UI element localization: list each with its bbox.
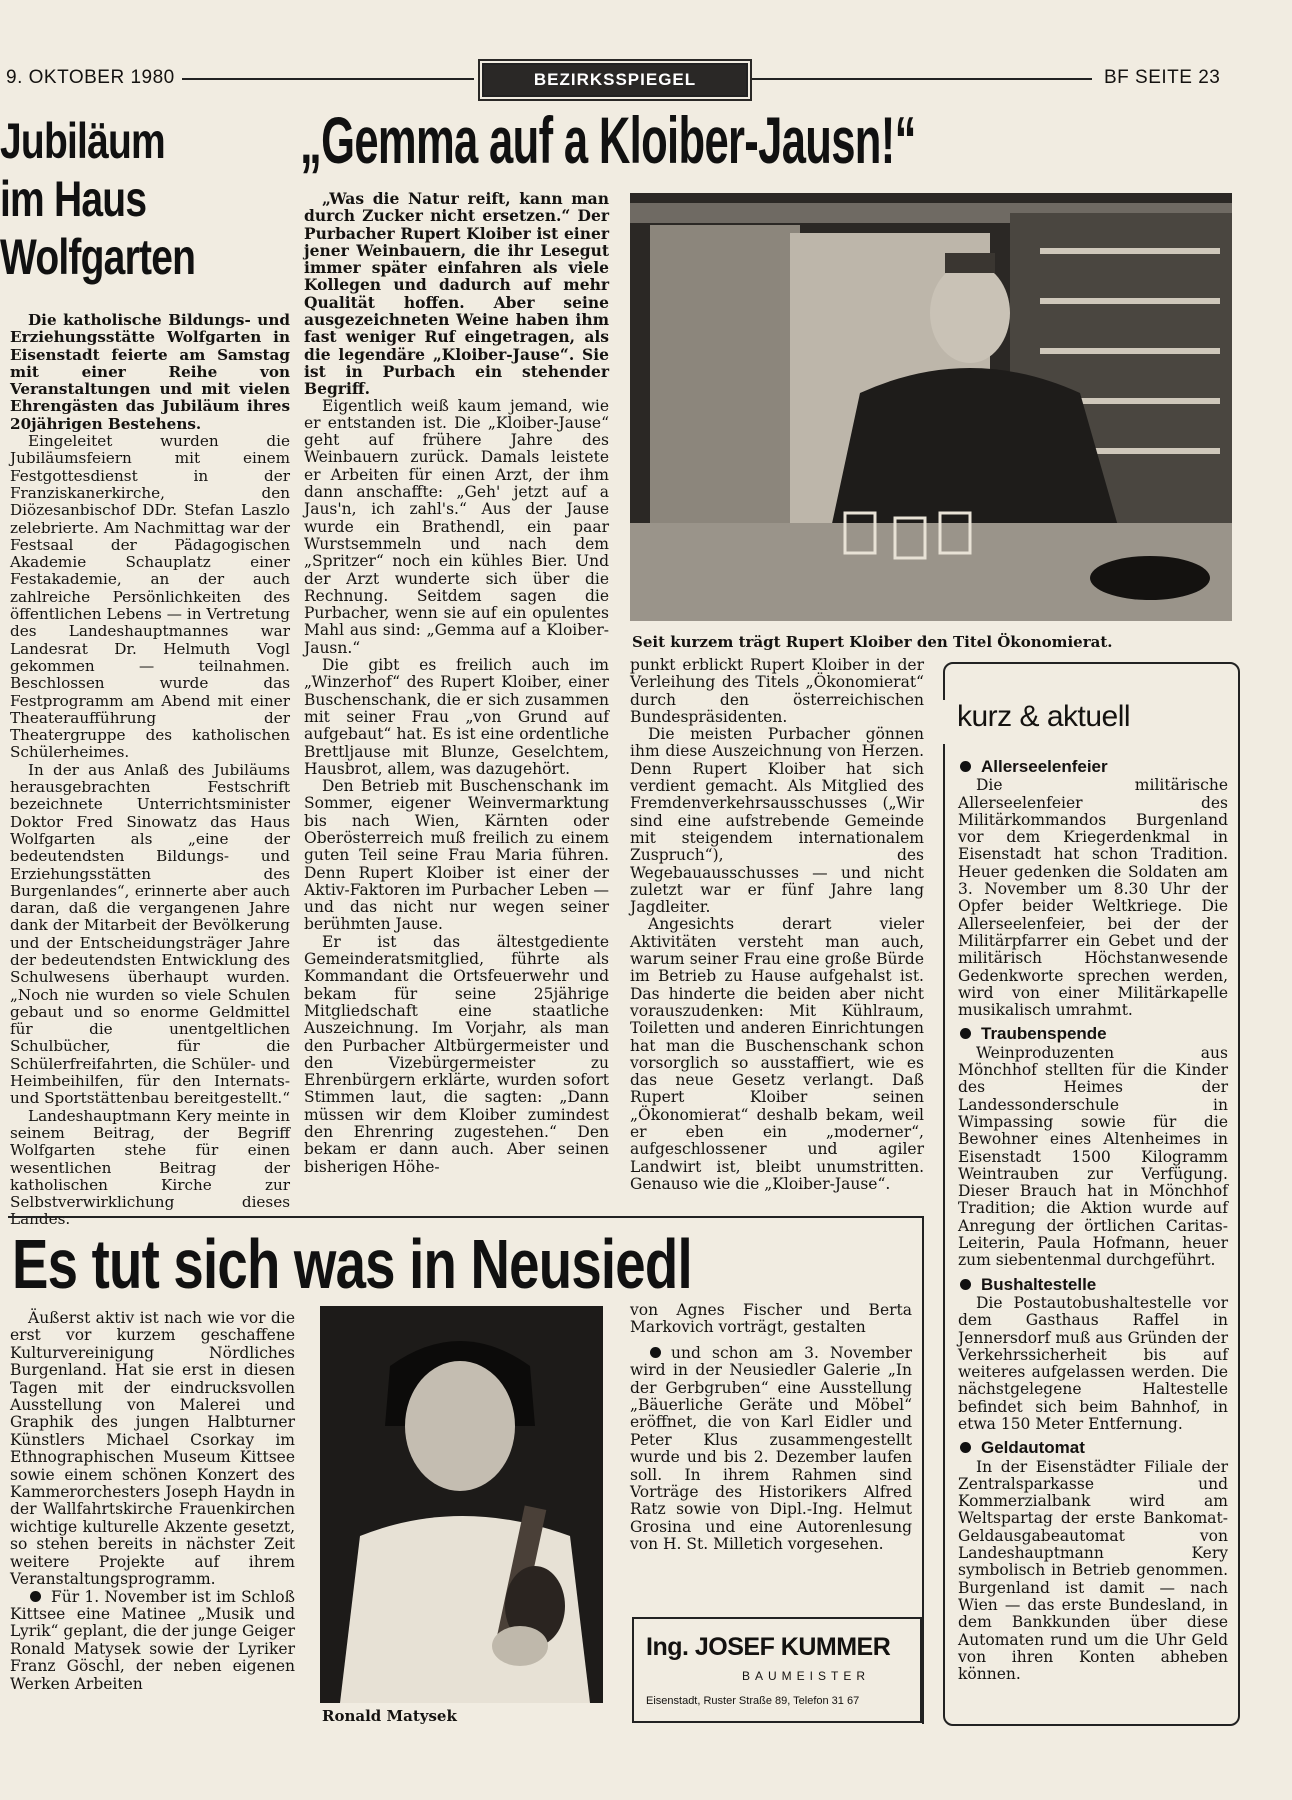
kurz-aktuell-title: kurz & aktuell	[957, 700, 1131, 733]
neusiedl-paragraph: Äußerst aktiv ist nach wie vor die erst vor kurzem geschaffene Kulturvereinigung Nördliches Burgenland. Hat sie erst in diesen Tagen mit der eindrucksvollen Ausstellung von Malerei und Graphik des jungen Halbturner Künstlers Michael Csorkay im Ethnographischen Museum Kittsee sowie einem schönen Konzert des Kammerorchesters Joseph Haydn in der Wallfahrtskirche Frauenkirchen wichtige kulturelle Akzente gesetzt, so stehen bereits in nächster Zeit weitere Projekte auf ihrem Veranstaltungsprogramm.	[10, 1309, 295, 1589]
kloiber-paragraph: Die gibt es freilich auch im „Winzerhof“ des Rupert Kloiber, einer Buschenschank, die er sich zusammen mit seiner Frau „von Grund auf aufgebaut“ hat. Es ist eine ordentliche Brettljause mit Blunze, Geselchtem, Hausbrot, allem, was dazugehört.	[304, 656, 609, 778]
issue-date: 9. OKTOBER 1980	[6, 67, 175, 88]
matysek-photo-caption: Ronald Matysek	[322, 1707, 457, 1725]
jubilaeum-paragraph: Eingeleitet wurden die Jubiläumsfeiern mit einem Festgottesdienst in der Franziskanerkirche, den Diözesanbischof DDr. Stefan Laszlo zelebrierte. Am Nachmittag war der Festsaal der Pädagogischen Akademie Schauplatz einer Festakademie, an der auch zahlreiche Persönlichkeiten des öffentlichen Lebens — in Vertretung des Landeshauptmannes war Landesrat Dr. Helmuth Vogl gekommen — teilnahmen. Beschlossen wurde das Festprogramm am Abend mit einer Theateraufführung der Theatergruppe des katholischen Schülerheimes.	[10, 432, 290, 762]
bullet-icon	[960, 1442, 971, 1453]
section-title: BEZIRKSSPIEGEL	[482, 63, 748, 97]
kurz-item-text: Die Postautobushaltestelle vor dem Gasthaus Raffel in Jennersdorf muß aus Gründen der Verkehrssicherheit bis auf weiteres aufgelassen werden. Die nächstgelegene Haltestelle befindet sich beim Bahnhof, in etwa 150 Meter Entfernung.	[958, 1293, 1228, 1433]
kurz-item-heading-text: Allerseelenfeier	[981, 757, 1108, 776]
kloiber-column-1	[304, 190, 609, 1176]
bullet-icon	[650, 1347, 661, 1358]
jubilaeum-headline-line-1: Jubiläum	[0, 113, 165, 169]
jubilaeum-headline-line-2: im Haus	[0, 171, 147, 227]
neusiedl-paragraph	[10, 1589, 295, 1693]
kloiber-photo-drawing	[630, 193, 1232, 621]
kurz-item-text: Die militärische Allerseelenfeier des Militärkommandos Burgenland vor dem Kriegerdenkmal in Eisenstadt hat schon Tradition. Heuer gedenken die Soldaten am 3. November um 8.30 Uhr der Opfer beider Weltkriege. Die Allerseelenfeier, bei der der Militärpfarrer ein Gebet und der militärisch Höchstanwesende Gedenkworte sprechen werden, wird von einer Militärkapelle musikalisch umrahmt.	[958, 776, 1228, 1020]
matysek-photo-drawing	[320, 1306, 603, 1703]
kurz-item-heading-text: Bushaltestelle	[981, 1274, 1097, 1294]
kurz-aktuell-header	[943, 700, 1238, 744]
kurz-item-heading	[958, 1025, 1228, 1042]
neusiedl-bullet-text: Für 1. November ist im Schloß Kittsee eine Matinee „Musik und Lyrik“ geplant, die der junge Geiger Ronald Matysek sowie der Lyriker Franz Göschl, der neben eigenen Werken Arbeiten	[10, 1587, 295, 1693]
jubilaeum-body	[10, 312, 290, 1229]
header-rule-left	[182, 78, 474, 80]
kloiber-paragraph: Den Betrieb mit Buschenschank im Sommer, eigener Weinvermarktung bis nach Wien, Kärnten oder Oberösterreich muß freilich zu einem guten Teil seine Frau Maria führen. Denn Rupert Kloiber ist einer der Aktiv-Faktoren im Purbacher Leben — und das nicht nur wegen seiner berühmten Jause.	[304, 777, 609, 934]
kloiber-photo	[630, 193, 1232, 621]
kloiber-paragraph: Eigentlich weiß kaum jemand, wie er entstanden ist. Die „Kloiber-Jause“ geht auf frühere Jahre des Weinbauern zurück. Damals leistete er Arbeiten für einen Arzt, der ihm dann anschaffte: „Geh' jetzt auf a Jaus'n, ich zahl's.“ Aus der Jause wurde ein Brathendl, ein paar Wurstsemmeln und nach dem „Spritzer“ noch ein kühles Bier. Und der Arzt wunderte sich über die Rechnung. Seitdem sagen die Purbacher, wenn sie auf ein opulentes Mahl aus sind: „Gemma auf a Kloiber-Jausn.“	[304, 396, 609, 657]
jubilaeum-headline-line-3: Wolfgarten	[0, 229, 196, 285]
kurz-item-text: Weinproduzenten aus Mönchhof stellten für die Kinder des Heimes der Landessonderschule in Wimpassing sowie für die Bewohner eines Altenheimes in Eisenstadt 1500 Kilogramm Weintrauben zur Verfügung. Dieser Brauch hat in Mönchhof Tradition; die Aktion wurde auf Anregung der örtlichen Caritas-Leiterin, Paula Hofmann, heuer zum siebentenmal durchgeführt.	[958, 1043, 1228, 1270]
kloiber-paragraph: punkt erblickt Rupert Kloiber in der Verleihung des Titels „Ökonomierat“ durch den österreichischen Bundespräsidenten.	[630, 656, 924, 726]
kurz-item-heading	[958, 1439, 1228, 1456]
kloiber-paragraph: Die meisten Purbacher gönnen ihm diese Auszeichnung von Herzen. Denn Rupert Kloiber hat sich verdient gemacht. Als Mitglied des Fremdenverkehrsausschusses („Wir sind eine aufstrebende Gemeinde mit steigendem internationalem Zuspruch“), des Wegebauausschusses — und nicht zuletzt war er fünf Jahre lang Jagdleiter.	[630, 725, 924, 917]
advert-kummer	[632, 1617, 922, 1723]
header-rule-right	[752, 78, 1092, 80]
neusiedl-bullet-text: und schon am 3. November wird in der Neusiedler Galerie „In der Gerbgruben“ eine Ausstellung „Bäuerliche Geräte und Möbel“ eröffnet, die von Karl Eidler und Peter Klus zusammengestellt wurde und bis 2. Dezember laufen soll. In ihrem Rahmen sind Vorträge des Historikers Alfred Ratz sowie von Dipl.-Ing. Helmut Grosina und eine Autorenlesung von H. St. Milletich vorgesehen.	[630, 1343, 912, 1554]
jubilaeum-paragraph: In der aus Anlaß des Jubiläums herausgebrachten Festschrift bezeichnete Unterrichtsminister Doktor Fred Sinowatz das Haus Wolfgarten als „eine der bedeutendsten Bildungs- und Erziehungsstätten des Burgenlandes“, erinnerte aber auch daran, daß die vergangenen Jahre dank der Mitarbeit der Bevölkerung und der Entscheidungsträger Jahre der bedeutendsten Entwicklung des Schulwesens überhaupt wurden. „Noch nie wurden so viele Schulen gebaut und so enorme Geldmittel für die unentgeltlichen Schulbücher, für die Schülerfreifahrten, die Schüler- und Heimbeihilfen, für den Internats- und Sportstättenbau bereitgestellt.“	[10, 760, 290, 1108]
jubilaeum-lead: Die katholische Bildungs- und Erziehungsstätte Wolfgarten in Eisenstadt feierte am Samstag mit einer Reihe von Veranstaltungen und mit vielen Ehrengästen das Jubiläum ihres 20jährigen Bestehens.	[10, 311, 290, 433]
bullet-icon	[960, 761, 971, 772]
advert-address: Eisenstadt, Ruster Straße 89, Telefon 31 67	[646, 1695, 860, 1707]
kloiber-paragraph: Angesichts derart vieler Aktivitäten versteht man auch, warum seiner Frau eine große Bürde im Betrieb zu Hause aufgehalst ist. Das hinderte die beiden aber nicht vorauszudenken: Mit Kühlraum, Toiletten und anderen Einrichtungen hat man die Buschenschank schon vorsorglich so ausstaffiert, wie es das neue Gesetz verlangt. Daß Rupert Kloiber seinen „Ökonomierat“ deshalb bekam, weil er eben ein „moderner“, aufgeschlossener und agiler Landwirt ist, bleibt unumstritten. Genauso wie die „Kloiber-Jause“.	[630, 915, 924, 1193]
neusiedl-column-1	[10, 1310, 295, 1693]
kloiber-paragraph: Er ist das ältestgediente Gemeinderatsmitglied, führte als Kommandant die Ortsfeuerwehr und bekam für seine 25jährige Mitgliedschaft eine staatliche Auszeichnung. Im Vorjahr, als man den Purbacher Altbürgermeister und den Vizebürgermeister zu Ehrenbürgern erklärte, wurden sofort Stimmen laut, die sagten: „Dann müssen wir dem Kloiber zumindest den Ehrenring zugestehen.“ Den bekam er dann auch. Aber seinen bisherigen Höhe-	[304, 932, 609, 1176]
neusiedl-headline: Es tut sich was in Neusiedl	[12, 1225, 692, 1303]
kloiber-headline: „Gemma auf a Kloiber-Jausn!“	[300, 103, 916, 177]
kurz-item-heading	[958, 1276, 1228, 1293]
neusiedl-paragraph	[630, 1345, 912, 1554]
kurz-item-heading-text: Geldautomat	[981, 1438, 1085, 1458]
kurz-aktuell-items	[958, 752, 1228, 1683]
kloiber-photo-caption: Seit kurzem trägt Rupert Kloiber den Titel Ökonomierat.	[632, 633, 1113, 651]
page-number: BF SEITE 23	[1104, 67, 1221, 88]
kurz-item-text: In der Eisenstädter Filiale der Zentralsparkasse und Kommerzialbank wird am Weltspartag der erste Bankomat-Geldausgabeautomat von Landeshauptmann Kery symbolisch in Betrieb genommen. Burgenland ist damit — nach Wien — das erste Bundesland, in dem Bankkunden über diese Automaten rund um die Uhr Geld von ihren Konten abheben können.	[958, 1457, 1228, 1684]
advert-name: Ing. JOSEF KUMMER	[646, 1633, 891, 1661]
kloiber-column-2	[630, 657, 924, 1193]
bullet-icon	[960, 1279, 971, 1290]
jubilaeum-paragraph: Landeshauptmann Kery meinte in seinem Beitrag, der Begriff Wolfgarten stehe für einen wesentlichen Beitrag der katholischen Kirche zur Selbstverwirklichung dieses Landes.	[10, 1106, 290, 1229]
bullet-icon	[30, 1591, 41, 1602]
kurz-item-heading-text: Traubenspende	[981, 1024, 1107, 1044]
neusiedl-paragraph: von Agnes Fischer und Berta Markovich vorträgt, gestalten	[630, 1301, 912, 1337]
neusiedl-column-2	[630, 1302, 912, 1554]
advert-title: BAUMEISTER	[742, 1669, 871, 1683]
matysek-photo	[320, 1306, 603, 1703]
jubilaeum-headline	[0, 112, 300, 286]
bullet-icon	[960, 1028, 971, 1039]
kurz-item-heading	[958, 758, 1228, 775]
kloiber-lead: „Was die Natur reift, kann man durch Zucker nicht ersetzen.“ Der Purbacher Rupert Kloiber ist einer jener Weinbauern, die ihr Lesegut immer später einfahren als viele Kollegen und dadurch auf mehr Qualität hoffen. Aber seine ausgezeichneten Weine haben ihm fast weniger Ruf eingetragen, als die legendäre „Kloiber-Jause“. Sie ist in Purbach ein stehender Begriff.	[304, 189, 609, 399]
